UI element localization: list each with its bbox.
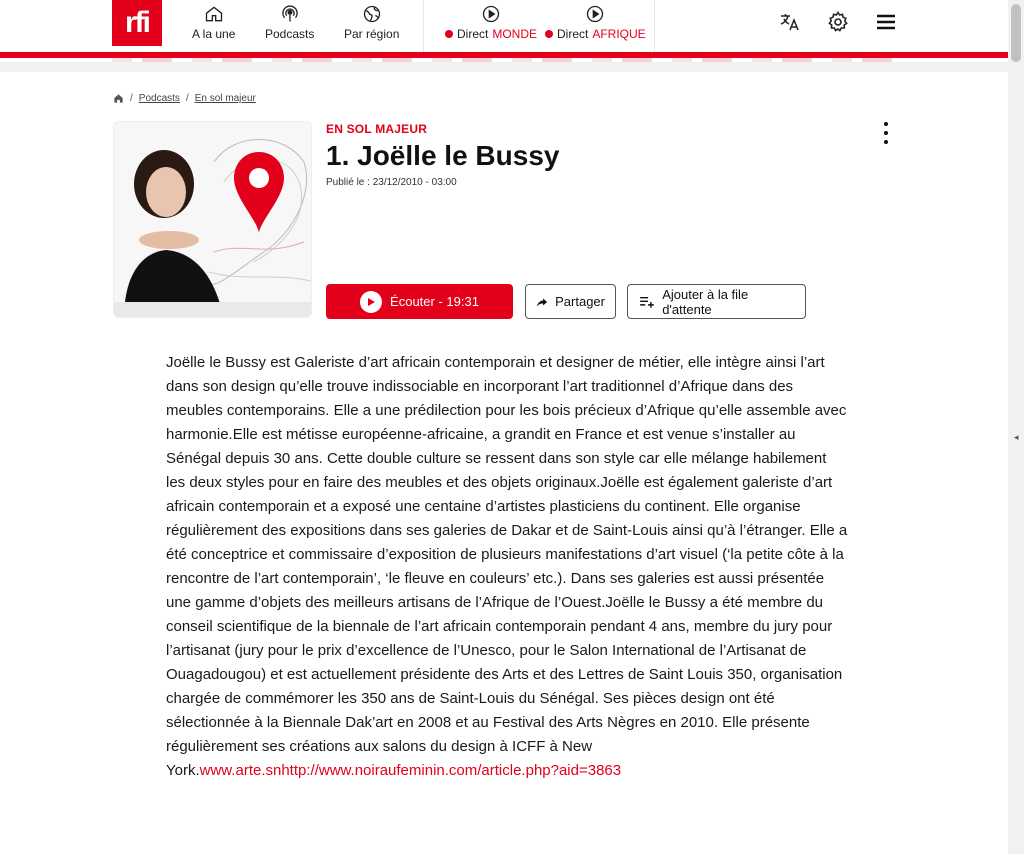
header-gray-band [0, 62, 1008, 72]
scrollbar-track[interactable] [1008, 0, 1024, 854]
breadcrumb-separator: / [185, 93, 189, 104]
home-icon [204, 4, 224, 24]
description-text: Joëlle le Bussy est Galeriste d’art africain contemporain et designer de métier, elle intègre ainsi l’art dans son design qu’elle trouve indissociable en incorporant l’art traditionnel d’Afrique dans des meubles contemporains. Elle a une prédilection pour les bois précieux d’Afrique qu’elle assemble avec harmonie.Elle est métisse européenne-africaine, a grandit en France et est venue s’installer au Sénégal depuis 30 ans. Cette double culture se ressent dans son style car elle mélange habilement les deux styles pour en faire des meubles et des objets originaux.Joëlle est également galeriste d’art africain contemporain et a exposé une centaine d’artistes plasticiens du continent. Elle organise régulièrement des expositions dans ses galeries de Dakar et de Saint-Louis ainsi qu’à l’étranger. Elle a été conceptrice et commissaire d’exposition de plusieurs manifestations d’art visuel (‘la petite côte à la rencontre de l’art contemporain’, ‘le fleuve en couleurs’ etc.). Dans ses galeries est aussi présentée une gamme d’objets des meilleurs artisans de l’Afrique de l’Ouest.Joëlle le Bussy a été membre du conseil scientifique de la biennale de l’art africain contemporain pendant 4 ans, membre du jury pour l’artisanat (jury pour le prix d’excellence de l’Unesco, pour le Salon International de l’Artisanat de Ouagadougou) et est actuellement présidente des Arts et des Lettres de Saint Louis 350, organisation chargée de commémorer les 350 ans de Saint-Louis du Sénégal. Ses pièces design ont été sélectionnée à la Biennale Dak’art en 2008 et au Festival des Arts Nègres en 2010. Elle présente régulièrement ses créations aux salons du design à ICFF à New York. [166, 354, 848, 779]
publish-date: Publié le : 23/12/2010 - 03:00 [326, 177, 457, 188]
listen-button[interactable] [326, 284, 513, 319]
share-icon [536, 293, 548, 311]
share-button[interactable] [525, 284, 616, 319]
live-afrique-label [545, 27, 646, 41]
live-prefix: Direct [557, 27, 589, 41]
live-dot [445, 30, 453, 38]
episode-cover-image [114, 122, 312, 318]
home-icon[interactable] [113, 93, 124, 104]
rfi-logo[interactable]: rfi [112, 0, 162, 46]
breadcrumb-podcasts[interactable]: Podcasts [138, 93, 180, 104]
breadcrumb [113, 93, 256, 104]
episode-title: 1. Joëlle le Bussy [326, 140, 560, 171]
breadcrumb-separator: / [130, 93, 133, 104]
menu-icon[interactable] [874, 10, 898, 34]
scrollbar-thumb[interactable] [1011, 4, 1021, 62]
gear-icon[interactable] [826, 10, 850, 34]
queue-label: Ajouter à la file d'attente [662, 286, 749, 317]
play-circle-icon [585, 4, 605, 24]
live-monde-label [445, 27, 537, 41]
podcast-show-name[interactable]: EN SOL MAJEUR [326, 122, 428, 136]
episode-thumbnail [113, 121, 312, 318]
play-circle-icon [481, 4, 501, 24]
live-monde-link[interactable] [445, 4, 537, 41]
nav-divider [423, 0, 424, 52]
live-afrique-link[interactable] [545, 4, 646, 41]
scroll-arrow-icon[interactable]: ◂ [1014, 432, 1019, 442]
share-label: Partager [555, 294, 605, 309]
episode-description [166, 351, 848, 783]
add-to-queue-button[interactable] [627, 284, 806, 319]
breadcrumb-en-sol-majeur[interactable]: En sol majeur [194, 93, 256, 104]
top-navigation [0, 0, 1008, 58]
playlist-add-icon [638, 293, 655, 311]
listen-label: Écouter - 19:31 [390, 294, 479, 309]
live-prefix: Direct [457, 27, 489, 41]
live-accent: AFRIQUE [592, 27, 646, 41]
nav-podcasts[interactable] [265, 4, 314, 44]
nav-a-la-une[interactable] [192, 4, 235, 44]
more-options-icon[interactable] [876, 120, 896, 146]
external-link[interactable]: www.arte.snhttp://www.noiraufeminin.com/article.php?aid=3863 [199, 762, 622, 779]
play-icon [360, 291, 382, 313]
globe-icon [362, 4, 382, 24]
nav-label: A la une [192, 27, 236, 41]
nav-divider [654, 0, 655, 52]
podcast-icon [280, 4, 300, 24]
nav-par-region[interactable] [344, 4, 399, 44]
translate-icon[interactable] [778, 10, 802, 34]
live-dot [545, 30, 553, 38]
nav-label: Podcasts [265, 27, 315, 41]
live-accent: MONDE [492, 27, 538, 41]
nav-label: Par région [344, 27, 400, 41]
